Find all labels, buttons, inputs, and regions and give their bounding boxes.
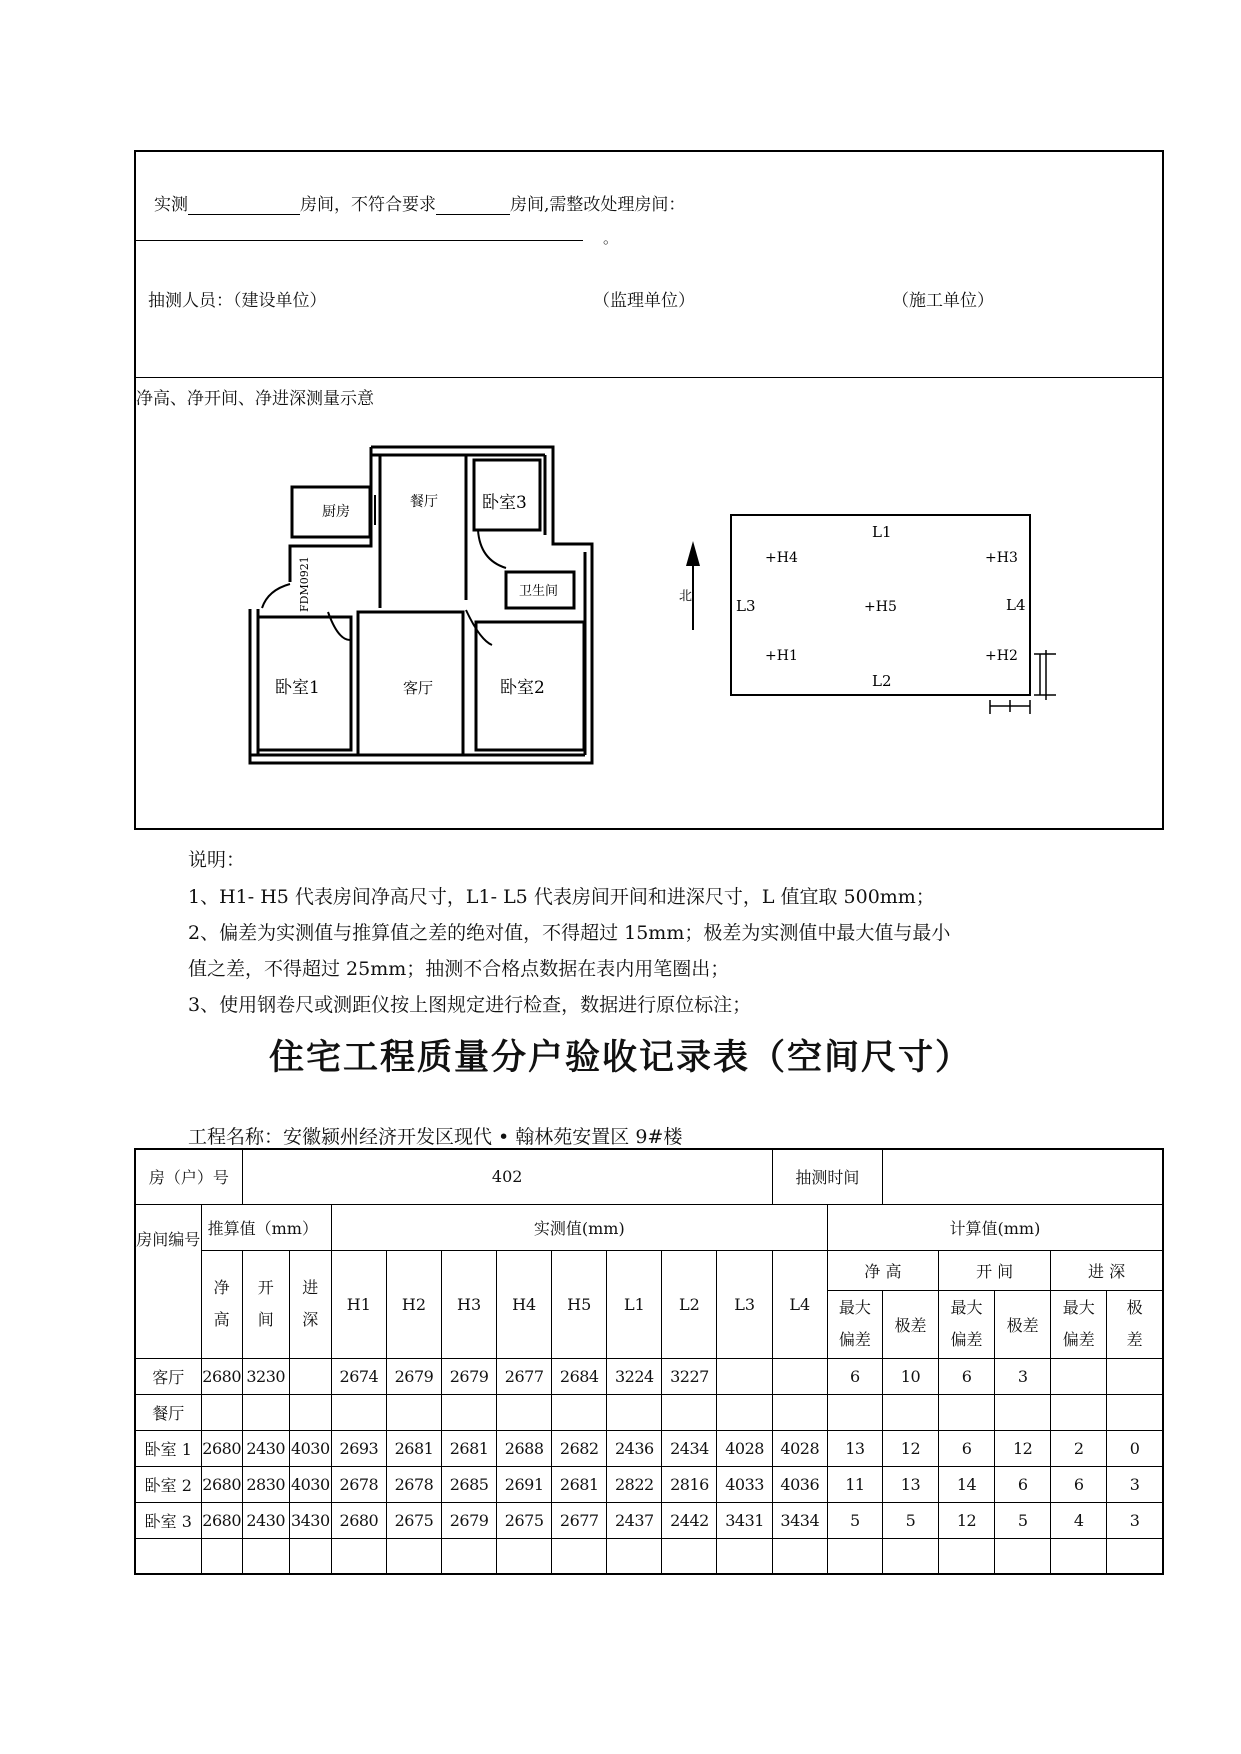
value-cell[interactable] [882,1394,938,1430]
bedroom1-label: 卧室1 [275,678,320,698]
value-cell[interactable] [662,1538,717,1574]
dining-label: 餐厅 [410,494,438,510]
value-cell[interactable]: 2693 [331,1430,386,1466]
measured-header: 实测值(mm) [331,1204,827,1250]
value-cell[interactable]: 4028 [717,1430,772,1466]
rectify-rooms-label: 房间,需整改处理房间： [510,195,686,215]
col-h5: H5 [552,1250,607,1358]
door-swing [466,610,492,645]
value-cell[interactable] [1107,1358,1163,1394]
value-cell[interactable] [242,1538,289,1574]
value-cell[interactable] [772,1358,827,1394]
value-cell[interactable]: 5 [827,1502,882,1538]
table-row [135,1358,1163,1394]
est-col-height: 净高 [201,1250,242,1358]
door-swing [262,584,290,608]
value-cell[interactable]: 2434 [662,1430,717,1466]
note-item-2-continued: 值之差，不得超过 25mm；抽测不合格点数据在表内用笔圈出； [188,958,730,980]
value-cell[interactable]: 5 [882,1502,938,1538]
table-row [135,1394,1163,1430]
house-no-value[interactable]: 402 [242,1149,772,1204]
value-cell[interactable]: 2684 [552,1358,607,1394]
value-cell[interactable] [939,1394,995,1430]
note-item-3: 3、使用钢卷尺或测距仪按上图规定进行检查，数据进行原位标注； [188,994,752,1016]
value-cell[interactable] [201,1538,242,1574]
value-cell[interactable]: 4030 [289,1466,331,1502]
est-col-width: 开间 [242,1250,289,1358]
value-cell[interactable]: 2677 [552,1502,607,1538]
value-cell[interactable]: 2691 [497,1466,552,1502]
value-cell[interactable]: 4036 [772,1466,827,1502]
point-l4: L4 [1006,596,1026,614]
value-cell[interactable]: 2680 [201,1466,242,1502]
value-cell[interactable] [552,1394,607,1430]
value-cell[interactable] [497,1538,552,1574]
sample-time-label: 抽测时间 [772,1149,882,1204]
project-name: 工程名称：安徽颍州经济开发区现代 • 翰林苑安置区 9#楼 [188,1126,683,1148]
value-cell[interactable]: 2 [1051,1430,1107,1466]
value-cell[interactable]: 2830 [242,1466,289,1502]
range-width: 极差 [995,1290,1051,1358]
inspectors-label: 抽测人员：（建设单位） [148,291,327,311]
value-cell[interactable]: 2680 [201,1502,242,1538]
value-cell[interactable] [1051,1358,1107,1394]
sentence-end: 。 [603,229,619,247]
range-height: 极差 [882,1290,938,1358]
bedroom3-label: 卧室3 [482,493,527,513]
value-cell[interactable]: 14 [939,1466,995,1502]
room-name-cell [135,1538,201,1574]
table-row [135,1430,1163,1466]
point-h4: +H4 [765,550,798,566]
document-title: 住宅工程质量分户验收记录表（空间尺寸） [268,1038,972,1078]
room-no-header: 房间编号 [135,1204,201,1358]
table-row [135,1502,1163,1538]
value-cell[interactable] [995,1394,1051,1430]
value-cell[interactable]: 5 [995,1502,1051,1538]
calculated-header: 计算值(mm) [827,1204,1163,1250]
value-cell[interactable]: 2681 [386,1430,441,1466]
value-cell[interactable]: 12 [882,1430,938,1466]
value-cell[interactable] [552,1538,607,1574]
est-col-depth: 进深 [289,1250,331,1358]
value-cell[interactable]: 2678 [386,1466,441,1502]
value-cell[interactable]: 2442 [662,1502,717,1538]
value-cell[interactable]: 2430 [242,1430,289,1466]
value-cell[interactable]: 2674 [331,1358,386,1394]
door-code-label: FDM0921 [298,556,311,612]
value-cell[interactable] [289,1358,331,1394]
value-cell[interactable]: 2688 [497,1430,552,1466]
value-cell[interactable] [717,1394,772,1430]
point-h3: +H3 [985,550,1018,566]
value-cell[interactable]: 2822 [607,1466,662,1502]
value-cell[interactable]: 4028 [772,1430,827,1466]
kitchen-label: 厨房 [322,504,350,520]
value-cell[interactable] [827,1538,882,1574]
value-cell[interactable]: 3 [995,1358,1051,1394]
value-cell[interactable]: 2675 [386,1502,441,1538]
value-cell[interactable]: 13 [827,1430,882,1466]
value-cell[interactable]: 3224 [607,1358,662,1394]
range-depth: 极差 [1107,1290,1163,1358]
value-cell[interactable]: 2679 [442,1502,497,1538]
value-cell[interactable]: 2680 [201,1358,242,1394]
value-cell[interactable]: 13 [882,1466,938,1502]
bedroom2-label: 卧室2 [500,678,545,698]
value-cell[interactable]: 2675 [497,1502,552,1538]
value-cell[interactable] [995,1538,1051,1574]
value-cell[interactable] [442,1538,497,1574]
value-cell[interactable]: 2681 [442,1430,497,1466]
calc-group-width: 开 间 [939,1250,1051,1290]
value-cell[interactable]: 2681 [552,1466,607,1502]
value-cell[interactable] [331,1538,386,1574]
value-cell[interactable] [201,1394,242,1430]
value-cell[interactable] [827,1394,882,1430]
col-h2: H2 [386,1250,441,1358]
value-cell[interactable]: 3430 [289,1502,331,1538]
sample-time-value[interactable] [882,1149,1163,1204]
value-cell[interactable] [772,1394,827,1430]
room-name-cell: 卧室 3 [135,1502,201,1538]
value-cell[interactable]: 2437 [607,1502,662,1538]
value-cell[interactable]: 2682 [552,1430,607,1466]
value-cell[interactable] [1107,1394,1163,1430]
value-cell[interactable]: 2816 [662,1466,717,1502]
point-h1: +H1 [765,648,798,664]
value-cell[interactable]: 6 [995,1466,1051,1502]
value-cell[interactable]: 4033 [717,1466,772,1502]
room-name-cell: 卧室 2 [135,1466,201,1502]
calc-group-depth: 进 深 [1051,1250,1163,1290]
diagram-caption: 净高、净开间、净进深测量示意 [136,389,374,409]
max-deviation-height: 最大偏差 [827,1290,882,1358]
value-cell[interactable] [289,1538,331,1574]
value-cell[interactable]: 2680 [331,1502,386,1538]
value-cell[interactable] [772,1538,827,1574]
col-l3: L3 [717,1250,772,1358]
value-cell[interactable]: 2677 [497,1358,552,1394]
value-cell[interactable]: 12 [939,1502,995,1538]
header-row-1 [135,1204,1163,1250]
table-row [135,1466,1163,1502]
value-cell[interactable]: 4 [1051,1502,1107,1538]
value-cell[interactable] [1107,1538,1163,1574]
value-cell[interactable] [607,1538,662,1574]
value-cell[interactable] [882,1538,938,1574]
measurement-diagram [0,0,1241,830]
value-cell[interactable]: 10 [882,1358,938,1394]
point-l2: L2 [872,672,892,690]
value-cell[interactable]: 0 [1107,1430,1163,1466]
value-cell[interactable]: 6 [939,1430,995,1466]
door-swing [478,530,506,568]
value-cell[interactable] [289,1394,331,1430]
value-cell[interactable]: 2685 [442,1466,497,1502]
house-no-label: 房（户）号 [135,1149,242,1204]
value-cell[interactable]: 2679 [386,1358,441,1394]
col-l4: L4 [772,1250,827,1358]
header-row-2 [135,1250,1163,1290]
value-cell[interactable]: 2678 [331,1466,386,1502]
value-cell[interactable]: 11 [827,1466,882,1502]
point-l3: L3 [736,597,756,615]
note-item-1: 1、H1- H5 代表房间净高尺寸，L1- L5 代表房间开间和进深尺寸，L 值宜取 500mm； [188,886,935,908]
north-label: 北 [679,589,693,604]
value-cell[interactable] [662,1394,717,1430]
value-cell[interactable]: 2680 [201,1430,242,1466]
estimated-header: 推算值（mm） [201,1204,331,1250]
notes-heading: 说明： [188,849,246,871]
value-cell[interactable]: 3434 [772,1502,827,1538]
value-cell[interactable] [442,1394,497,1430]
construction-unit-label: （施工单位） [892,291,994,311]
north-arrow-icon [686,541,700,630]
value-cell[interactable]: 3230 [242,1358,289,1394]
room-name-cell: 卧室 1 [135,1430,201,1466]
value-cell[interactable]: 2430 [242,1502,289,1538]
col-l2: L2 [662,1250,717,1358]
value-cell[interactable]: 3431 [717,1502,772,1538]
max-deviation-width: 最大偏差 [939,1290,995,1358]
value-cell[interactable] [386,1394,441,1430]
point-l1: L1 [872,523,892,541]
col-h4: H4 [497,1250,552,1358]
record-table [134,1148,1164,1575]
col-l1: L1 [607,1250,662,1358]
max-deviation-depth: 最大偏差 [1051,1290,1107,1358]
value-cell[interactable]: 6 [939,1358,995,1394]
value-cell[interactable] [1051,1394,1107,1430]
table-row [135,1538,1163,1574]
supervision-unit-label: （监理单位） [593,291,695,311]
value-cell[interactable] [939,1538,995,1574]
col-h1: H1 [331,1250,386,1358]
nonconforming-label: 房间，不符合要求 [300,195,436,215]
value-cell[interactable] [717,1538,772,1574]
col-h3: H3 [442,1250,497,1358]
value-cell[interactable] [386,1538,441,1574]
value-cell[interactable] [1051,1538,1107,1574]
note-item-2: 2、偏差为实测值与推算值之差的绝对值，不得超过 15mm；极差为实测值中最大值与最小 [188,922,951,944]
value-cell[interactable]: 6 [1051,1466,1107,1502]
value-cell[interactable] [717,1358,772,1394]
value-cell[interactable]: 3 [1107,1466,1163,1502]
living-label: 客厅 [403,679,434,697]
value-cell[interactable]: 2679 [442,1358,497,1394]
value-cell[interactable] [497,1394,552,1430]
measured-prefix: 实测 [154,195,188,215]
table-body [135,1358,1163,1574]
value-cell[interactable]: 12 [995,1430,1051,1466]
value-cell[interactable]: 4030 [289,1430,331,1466]
bathroom-label: 卫生间 [519,584,559,599]
house-row [135,1149,1163,1204]
room-name-cell: 客厅 [135,1358,201,1394]
room-name-cell: 餐厅 [135,1394,201,1430]
value-cell[interactable] [607,1394,662,1430]
point-h2: +H2 [985,648,1018,664]
value-cell[interactable]: 2436 [607,1430,662,1466]
calc-group-height: 净 高 [827,1250,938,1290]
value-cell[interactable] [242,1394,289,1430]
value-cell[interactable]: 3227 [662,1358,717,1394]
value-cell[interactable] [331,1394,386,1430]
value-cell[interactable]: 6 [827,1358,882,1394]
value-cell[interactable]: 3 [1107,1502,1163,1538]
point-h5: +H5 [864,599,897,615]
